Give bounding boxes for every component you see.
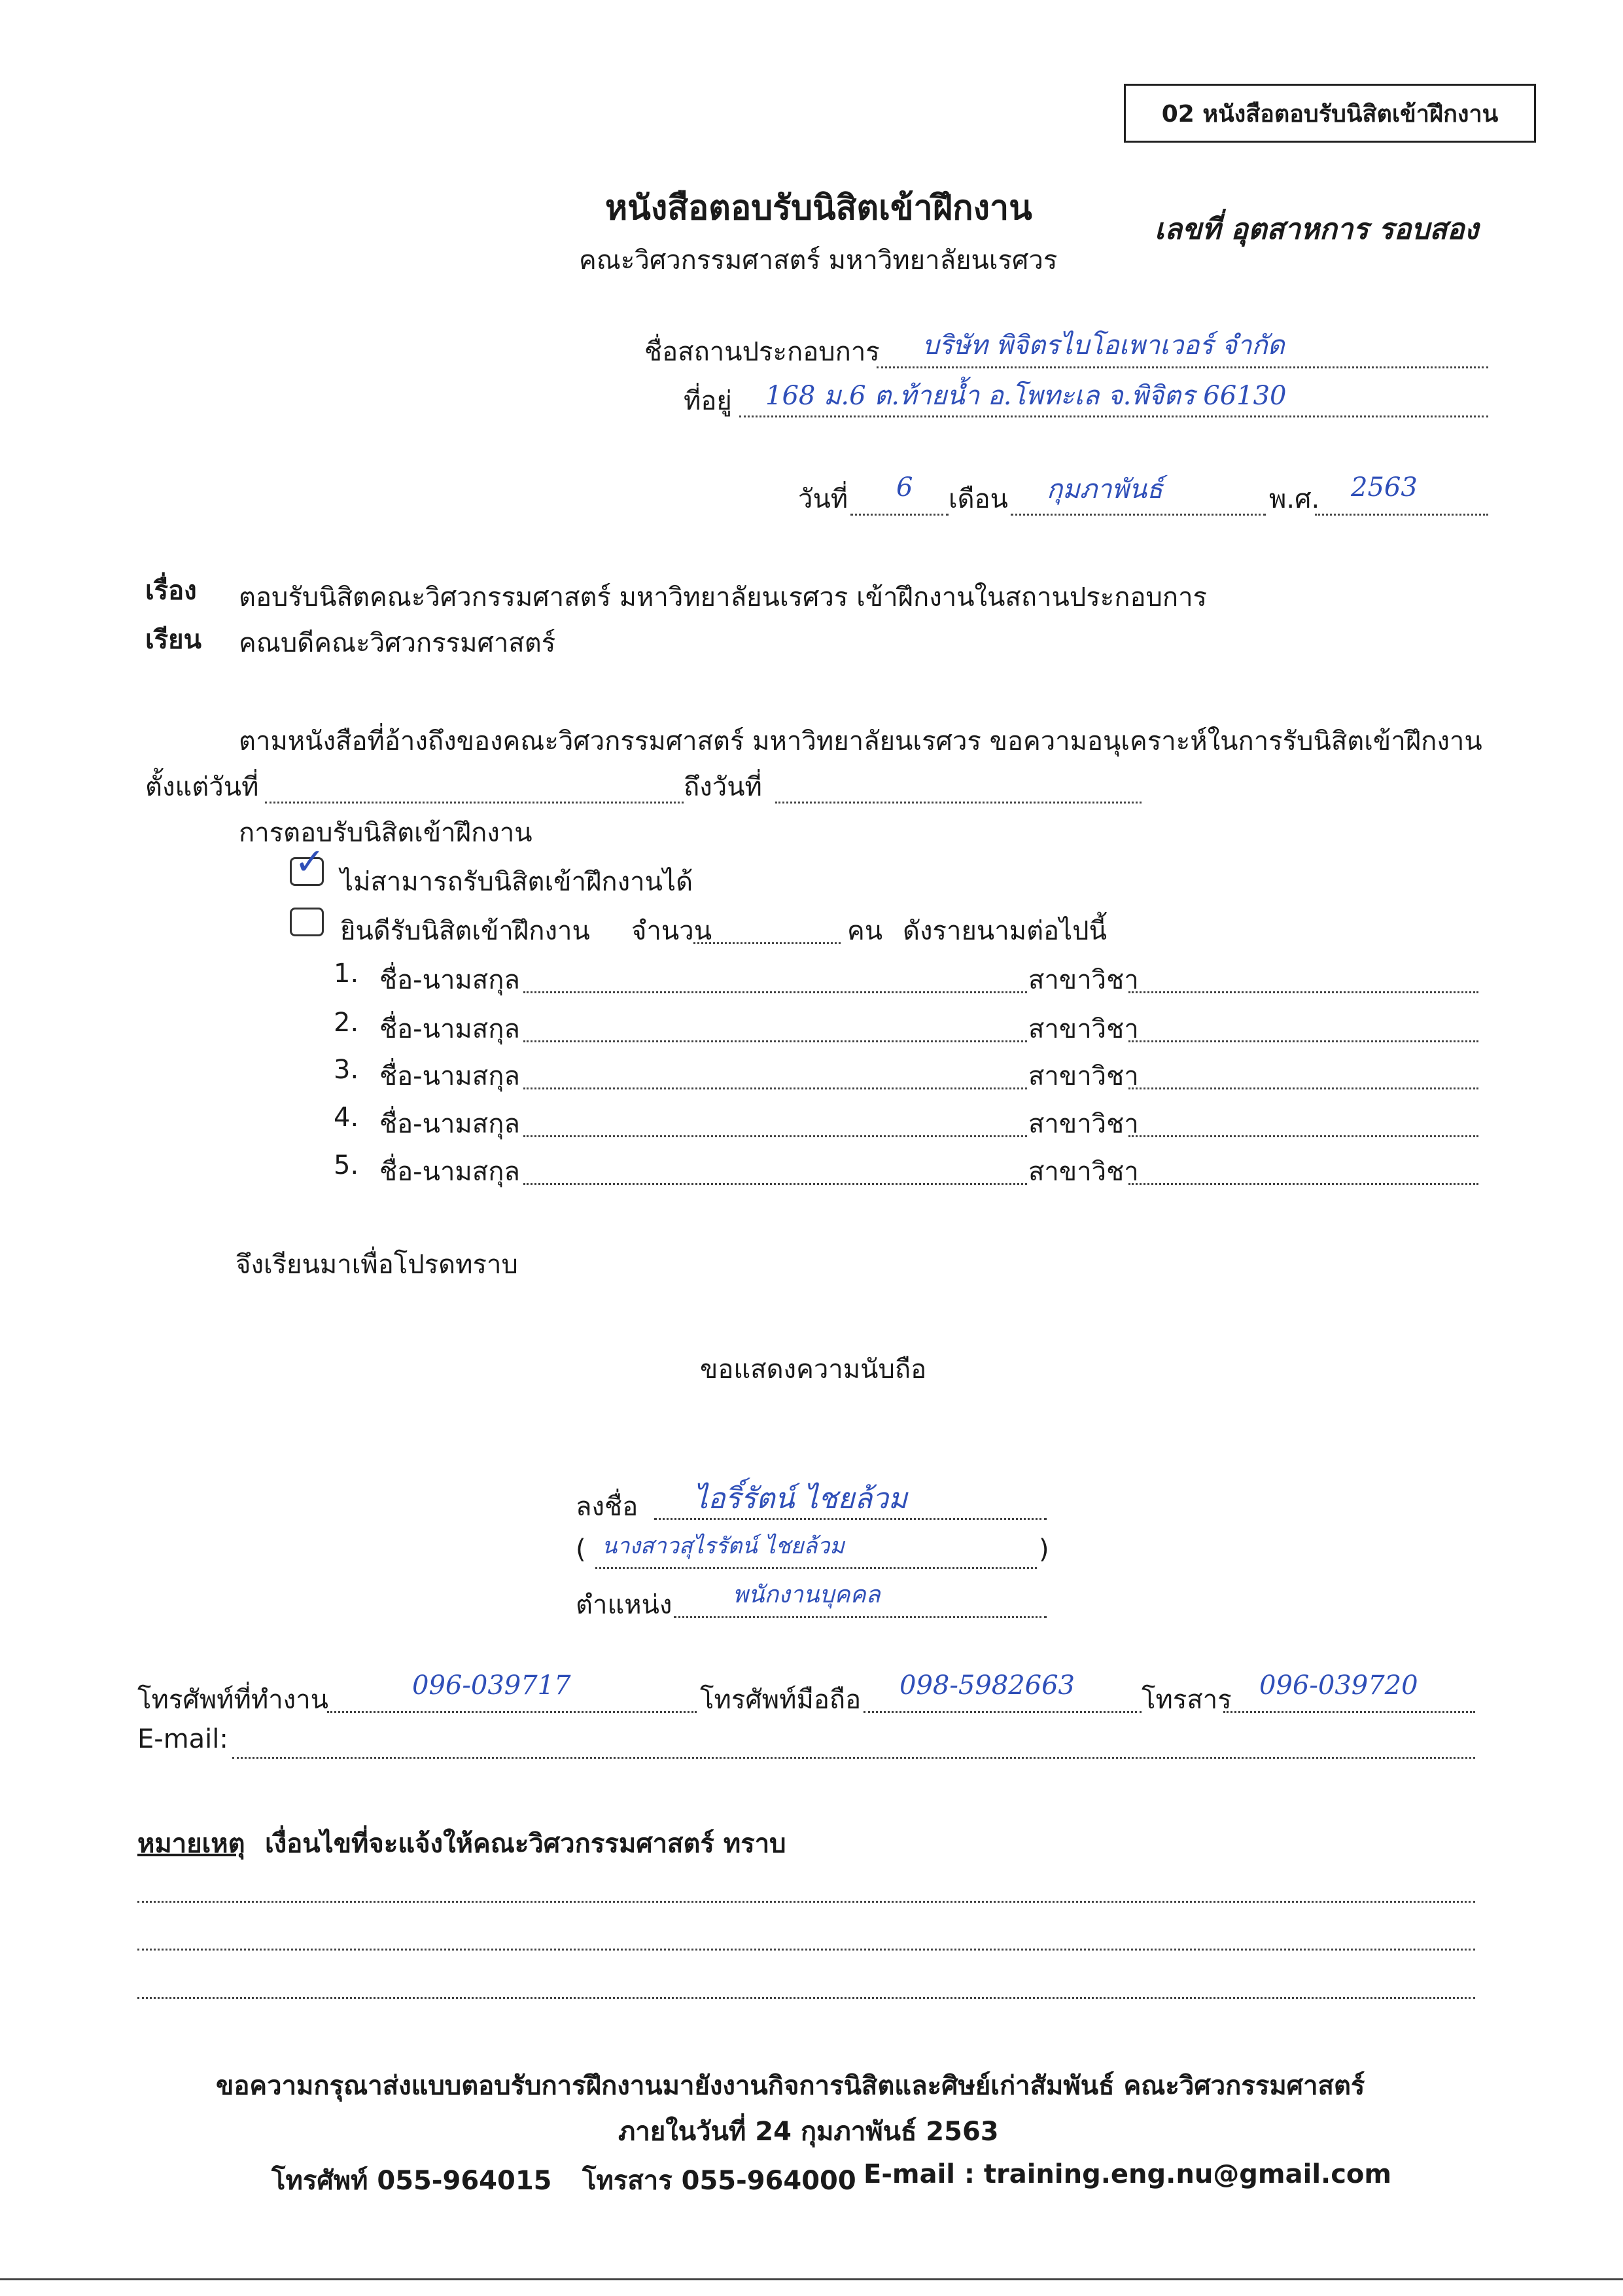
remarks-line [137,1901,1475,1903]
fax-value: 096-039720 [1259,1670,1418,1701]
student-name-label: ชื่อ-นามสกุล [379,1014,520,1044]
mobile-value: 098-5982663 [899,1670,1075,1701]
accept-checkbox[interactable] [290,908,324,936]
student-name-line [523,1087,1027,1089]
student-name-label: ชื่อ-นามสกุล [379,965,520,995]
student-name-label: ชื่อ-นามสกุล [379,1109,520,1139]
footer-phone: โทรศัพท์ 055-964015 [271,2166,552,2196]
footer-submission-text: ขอความกรุณาส่งแบบตอบรับการฝึกงานมายังงานกิจการนิสิตและศิษย์เก่าสัมพันธ์ คณะวิศวกรรมศาสตร์ [216,2071,1365,2101]
body-paragraph: ตามหนังสือที่อ้างถึงของคณะวิศวกรรมศาสตร์ มหาวิทยาลัยนเรศวร ขอความอนุเคราะห์ในการรับนิสิตเข้าฝึกงาน [239,726,1482,756]
position-value: พนักงานบุคคล [733,1581,881,1608]
position-label: ตำแหน่ง [576,1590,672,1620]
to-text: คณบดีคณะวิศวกรรมศาสตร์ [239,628,556,658]
mobile-line [864,1711,1142,1713]
inform-text: จึงเรียนมาเพื่อโปรดทราบ [236,1250,518,1280]
student-major-label: สาขาวิชา [1028,1109,1139,1139]
printed-name-line [595,1567,1037,1569]
from-date-label: ตั้งแต่วันที่ [145,772,259,802]
work-phone-line [327,1711,697,1713]
signature-value: ไอริ์รัตน์ ไชยล้วม [693,1482,907,1515]
name-paren-close: ) [1039,1534,1049,1564]
bottom-edge-line [0,2278,1623,2280]
student-major-line [1128,1040,1478,1042]
count-label: จำนวน [631,916,712,946]
reject-option-label: ไม่สามารถรับนิสิตเข้าฝึกงานได้ [340,867,693,897]
email-label: E-mail: [137,1724,228,1754]
day-line [850,514,949,516]
company-name-value: บริษัท พิจิตรไบโอเพาเวอร์ จำกัด [922,330,1285,361]
footer-deadline: ภายในวันที่ 24 กุมภาพันธ์ 2563 [618,2117,999,2147]
footer-email: E-mail : training.eng.nu@gmail.com [864,2159,1392,2189]
student-major-line [1128,1135,1478,1137]
month-label: เดือน [949,484,1009,514]
footer-fax: โทรสาร 055-964000 [582,2166,856,2196]
to-date-label: ถึงวันที่ [684,772,762,802]
student-name-line [523,1135,1027,1137]
list-suffix: ดังรายนามต่อไปนี้ [903,916,1107,946]
remarks-line [137,1997,1475,1999]
check-mark-icon: ✓ [294,841,325,883]
student-major-label: สาขาวิชา [1028,965,1139,995]
name-paren-open: ( [576,1534,586,1564]
document-title: หนังสือตอบรับนิสิตเข้าฝึกงาน [605,188,1032,228]
student-major-line [1128,1183,1478,1185]
work-phone-value: 096-039717 [412,1670,571,1701]
student-number: 1. [334,959,359,989]
faculty-subtitle: คณะวิศวกรรมศาสตร์ มหาวิทยาลัยนเรศวร [579,245,1058,275]
remarks-label: หมายเหตุ [137,1829,245,1859]
subject-label: เรื่อง [145,576,197,606]
student-number: 2. [334,1008,359,1038]
document-number: เลขที่ อุตสาหการ รอบสอง [1155,213,1479,246]
address-label: ที่อยู่ [684,386,732,416]
day-value: 6 [896,472,913,503]
from-date-line [265,802,684,804]
count-suffix: คน [847,916,883,946]
printed-name-value: นางสาวสุไรรัตน์ ไชยล้วม [602,1533,845,1559]
month-line [1011,514,1266,516]
to-label: เรียน [145,625,201,655]
student-number: 5. [334,1150,359,1180]
company-name-line [877,366,1488,368]
year-label: พ.ศ. [1269,484,1320,514]
fax-line [1223,1711,1475,1713]
student-major-label: สาขาวิชา [1028,1014,1139,1044]
regards-text: ขอแสดงความนับถือ [700,1354,927,1385]
year-value: 2563 [1351,472,1418,503]
student-major-label: สาขาวิชา [1028,1157,1139,1187]
signature-label: ลงชื่อ [576,1492,638,1522]
month-value: กุมภาพันธ์ [1047,474,1163,504]
position-line [674,1616,1047,1618]
year-line [1315,514,1488,516]
to-date-line [775,802,1142,804]
student-name-label: ชื่อ-นามสกุล [379,1157,520,1187]
remarks-text: เงื่อนไขที่จะแจ้งให้คณะวิศวกรรมศาสตร์ ทราบ [265,1829,786,1859]
student-number: 3. [334,1055,359,1085]
email-line [232,1757,1475,1759]
work-phone-label: โทรศัพท์ที่ทำงาน [137,1685,328,1715]
form-tag: 02 หนังสือตอบรับนิสิตเข้าฝึกงาน [1124,84,1536,143]
remarks-line [137,1949,1475,1951]
day-label: วันที่ [798,484,848,514]
mobile-label: โทรศัพท์มือถือ [700,1685,862,1715]
count-line [693,942,841,944]
student-major-label: สาขาวิชา [1028,1061,1139,1091]
accept-option-label: ยินดีรับนิสิตเข้าฝึกงาน [340,916,590,946]
response-heading: การตอบรับนิสิตเข้าฝึกงาน [239,818,532,848]
fax-label: โทรสาร [1142,1685,1232,1715]
company-name-label: ชื่อสถานประกอบการ [644,337,880,367]
student-name-line [523,1040,1027,1042]
student-name-line [523,1183,1027,1185]
student-name-line [523,991,1027,993]
subject-text: ตอบรับนิสิตคณะวิศวกรรมศาสตร์ มหาวิทยาลัยนเรศวร เข้าฝึกงานในสถานประกอบการ [239,582,1208,612]
student-major-line [1128,1087,1478,1089]
student-major-line [1128,991,1478,993]
student-number: 4. [334,1103,359,1133]
address-value: 168 ม.6 ต.ท้ายน้ำ อ.โพทะเล จ.พิจิตร 66130 [765,381,1287,411]
student-name-label: ชื่อ-นามสกุล [379,1061,520,1091]
